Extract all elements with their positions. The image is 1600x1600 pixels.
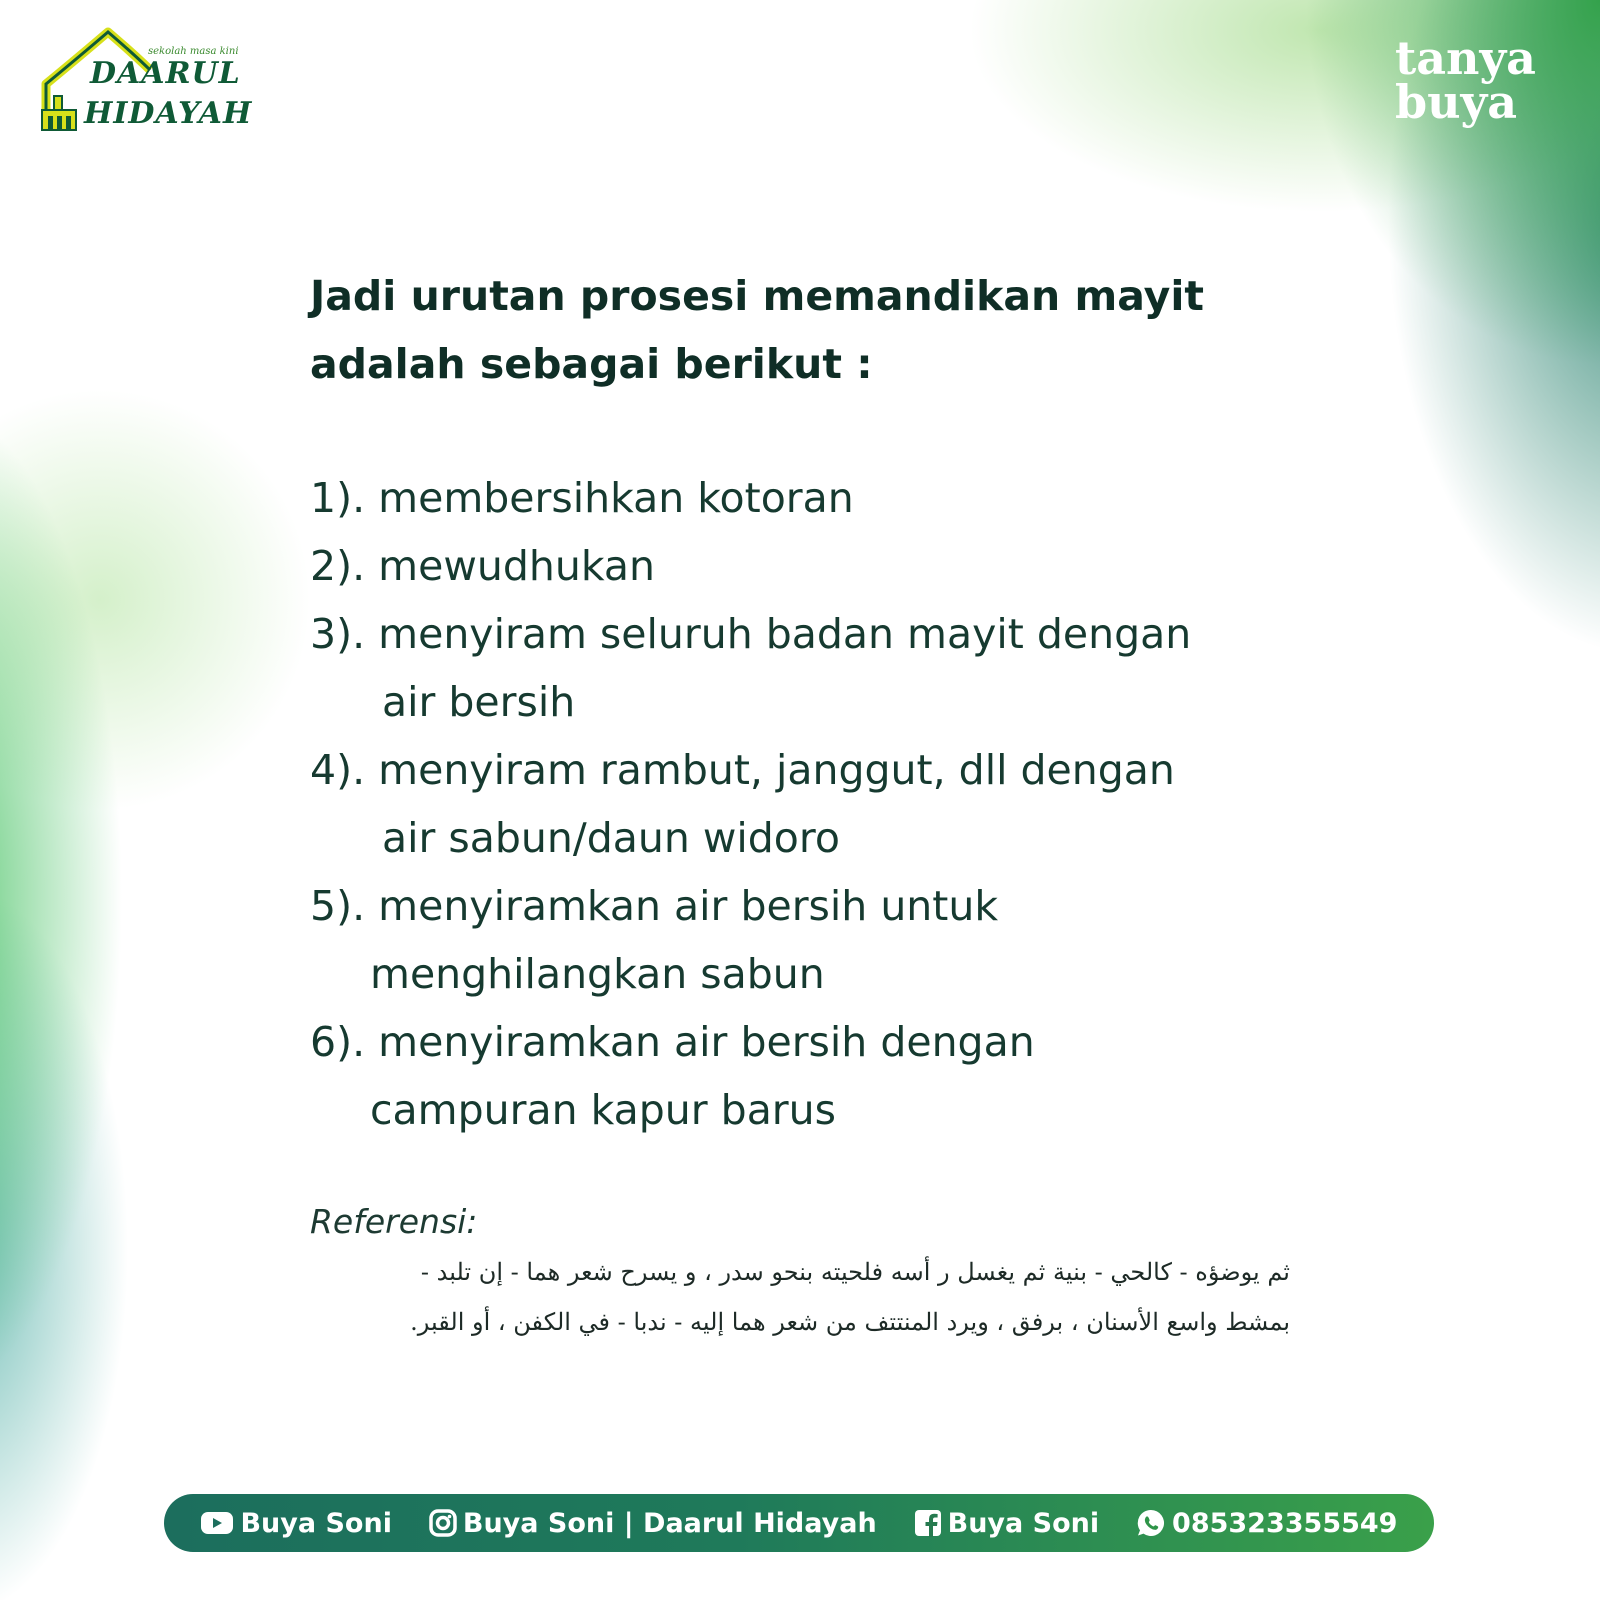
main-content	[310, 262, 1310, 1347]
list-item	[310, 532, 1310, 600]
item-text-continued: air bersih	[382, 678, 576, 726]
whatsapp-icon	[1136, 1508, 1166, 1538]
logo-word-hidayah: HIDAYAH	[84, 96, 253, 131]
item-text: mewudhukan	[378, 542, 655, 590]
logo-tagline: sekolah masa kini	[148, 46, 239, 57]
item-text-continued: campuran kapur barus	[370, 1086, 837, 1134]
list-item	[310, 464, 1310, 532]
list-item	[310, 872, 1310, 1008]
item-text-continued: air sabun/daun widoro	[382, 814, 840, 862]
list-item	[310, 600, 1310, 736]
brand-line-1: tanya	[1394, 31, 1536, 85]
list-item	[310, 736, 1310, 872]
tanya-buya-brand	[1394, 31, 1536, 129]
facebook-link[interactable]	[914, 1508, 1100, 1539]
instagram-icon	[429, 1509, 457, 1537]
youtube-link[interactable]	[200, 1508, 392, 1539]
item-number: 1).	[310, 474, 379, 522]
instagram-label: Buya Soni | Daarul Hidayah	[462, 1507, 877, 1539]
youtube-icon	[200, 1510, 234, 1536]
title-line-1: Jadi urutan prosesi memandikan mayit	[310, 272, 1205, 320]
youtube-label: Buya Soni	[240, 1507, 392, 1539]
item-text: menyiramkan air bersih dengan	[378, 1018, 1035, 1066]
item-number: 4).	[310, 746, 379, 794]
page-title	[310, 262, 1310, 398]
item-text-continued: menghilangkan sabun	[370, 950, 825, 998]
facebook-icon	[914, 1509, 942, 1537]
item-number: 2).	[310, 542, 379, 590]
item-text: menyiram seluruh badan mayit dengan	[378, 610, 1192, 658]
item-text: menyiramkan air bersih untuk	[378, 882, 999, 930]
brand-line-2: buya	[1394, 75, 1518, 129]
arabic-line-1: ثم يوضؤه - كالحي - بنية ثم يغسل ر أسه فلحيته بنحو سدر ، و يسرح شعر هما - إن تلبد -	[420, 1258, 1290, 1286]
daarul-hidayah-logo	[40, 26, 253, 138]
reference-arabic-text	[360, 1247, 1290, 1347]
procedure-list	[310, 464, 1310, 1144]
social-footer-bar	[164, 1494, 1434, 1552]
list-item	[310, 1008, 1310, 1144]
logo-word-daarul: DAARUL	[90, 56, 241, 91]
whatsapp-link[interactable]	[1136, 1508, 1397, 1539]
item-number: 6).	[310, 1018, 379, 1066]
item-text: menyiram rambut, janggut, dll dengan	[378, 746, 1175, 794]
whatsapp-label: 085323355549	[1172, 1507, 1398, 1539]
item-number: 3).	[310, 610, 379, 658]
reference-label: Referensi:	[310, 1202, 478, 1241]
item-number: 5).	[310, 882, 379, 930]
instagram-link[interactable]	[429, 1508, 877, 1539]
title-line-2: adalah sebagai berikut :	[310, 340, 873, 388]
facebook-label: Buya Soni	[947, 1507, 1100, 1539]
arabic-line-2: بمشط واسع الأسنان ، برفق ، ويرد المنتتف من شعر هما إليه - ندبا - في الكفن ، أو القبر.	[410, 1308, 1290, 1336]
item-text: membersihkan kotoran	[378, 474, 854, 522]
